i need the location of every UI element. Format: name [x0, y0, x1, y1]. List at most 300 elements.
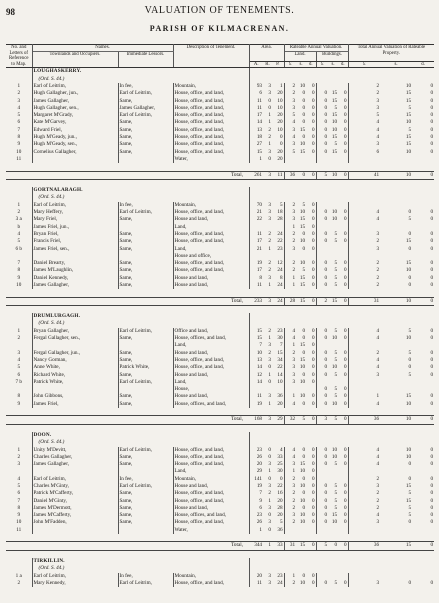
value-tl: 2	[376, 260, 380, 267]
value-ll: 3	[292, 104, 296, 111]
value-r: 1	[268, 141, 271, 148]
value-p: 0	[272, 134, 284, 141]
value-ld	[306, 156, 316, 163]
empty-cell	[412, 565, 434, 572]
tenement-row	[6, 119, 434, 126]
empty-cell	[316, 558, 328, 565]
value-ll	[284, 386, 296, 393]
occupier-name: Charles Gallagher,	[32, 454, 118, 461]
value-td: 0	[430, 446, 434, 453]
tenement-description: House, office, and land,	[173, 498, 249, 505]
total-td: 0	[412, 171, 434, 179]
valuation-table	[6, 44, 434, 587]
value-ld: 0	[306, 393, 316, 400]
value-tl: 2	[376, 82, 380, 89]
value-bd: 0	[338, 112, 348, 119]
value-td: 0	[430, 126, 434, 133]
value-ts: 0	[408, 364, 412, 371]
value-r: 3	[268, 356, 271, 363]
unit-roods: R.	[263, 61, 272, 68]
value-bs	[328, 527, 338, 534]
value-bs	[328, 83, 338, 90]
value-r: 3	[268, 209, 271, 216]
value-p: 20	[272, 156, 284, 163]
value-bd	[338, 573, 348, 580]
map-reference: 1	[6, 328, 32, 335]
value-ls: 0	[302, 490, 306, 497]
tenement-description: House, office, and land,	[173, 119, 249, 126]
value-ld: 0	[306, 149, 316, 156]
value-bd	[338, 476, 348, 483]
empty-cell	[380, 68, 412, 76]
value-bs: 5	[334, 461, 338, 468]
occupier-name	[32, 468, 118, 475]
value-ld: 0	[306, 519, 316, 526]
value-a: 17	[256, 267, 262, 274]
value-r: 3	[268, 579, 271, 586]
tenement-row	[6, 364, 434, 371]
value-tl: 2	[376, 267, 380, 274]
value-a: 19	[256, 400, 262, 407]
value-bl: 0	[324, 327, 328, 334]
value-ld: 0	[306, 216, 316, 223]
occupier-name: Mary Friel,	[32, 216, 118, 223]
value-ll: 2	[292, 349, 296, 356]
immediate-lessor: Patrick White,	[118, 364, 173, 371]
ordnance-sheet: (Ord. S. 44.)	[38, 194, 65, 201]
empty-cell	[316, 439, 328, 446]
value-tl: 3	[376, 579, 380, 586]
value-a: 11	[257, 579, 262, 586]
tenement-description: House,	[173, 386, 249, 393]
value-ts: 15	[405, 141, 412, 148]
tenement-row	[6, 519, 434, 526]
empty-cell	[296, 313, 306, 320]
value-a: 17	[256, 238, 262, 245]
empty-cell	[263, 194, 272, 201]
value-ts	[380, 342, 412, 349]
tenement-description: House and land,	[173, 275, 249, 282]
ordnance-sheet-row	[6, 76, 434, 83]
value-bl: 0	[324, 335, 328, 342]
tenement-description: Mountain,	[173, 202, 249, 209]
value-bd: 0	[338, 386, 348, 393]
value-bs: 15	[331, 512, 338, 519]
value-bs: 5	[334, 504, 338, 511]
empty-cell	[284, 320, 296, 327]
empty-cell	[348, 76, 380, 83]
value-bl: 0	[324, 281, 328, 288]
value-tl	[348, 342, 380, 349]
value-r: 2	[268, 238, 271, 245]
immediate-lessor	[118, 342, 173, 349]
value-td: 0	[430, 490, 434, 497]
total-bs: 15	[328, 297, 338, 305]
empty-cell	[328, 439, 338, 446]
value-bd: 0	[338, 372, 348, 379]
value-bd: 0	[338, 260, 348, 267]
value-p	[272, 224, 284, 231]
value-r: 3	[268, 342, 271, 349]
value-ll: 4	[292, 400, 296, 407]
value-r: 3	[268, 461, 271, 468]
value-ld: 0	[306, 447, 316, 454]
value-bd: 0	[338, 119, 348, 126]
value-p: 23	[272, 573, 284, 580]
value-a: 13	[256, 126, 262, 133]
tenement-description: House, office, and land,	[173, 134, 249, 141]
occupier-name: John M'Fadden,	[32, 519, 118, 526]
empty-cell	[338, 68, 348, 76]
total-ll: 36	[284, 171, 296, 179]
tenement-description: House and land,	[173, 483, 249, 490]
value-td: 0	[430, 274, 434, 281]
empty-cell	[328, 558, 338, 565]
total-bd: 0	[338, 171, 348, 179]
tenement-description: House, offices, and land,	[173, 335, 249, 342]
value-bl: 0	[324, 497, 328, 504]
value-a: 11	[257, 281, 262, 288]
empty-cell	[249, 565, 263, 572]
value-r: 3	[268, 216, 271, 223]
value-ls: 10	[299, 209, 306, 216]
value-ll: 2	[292, 504, 296, 511]
value-r: 2	[268, 134, 271, 141]
value-bs	[328, 202, 338, 209]
value-a: 29	[256, 468, 262, 475]
value-ts	[380, 468, 412, 475]
empty-cell	[306, 68, 316, 76]
value-ld: 0	[306, 580, 316, 587]
occupier-name: Cornelius Gallagher,	[32, 149, 118, 156]
value-a: 18	[256, 134, 262, 141]
value-a: 70	[256, 201, 262, 208]
empty-cell	[306, 76, 316, 83]
reference-cell	[6, 558, 32, 565]
empty-cell	[284, 313, 296, 320]
ordnance-sheet-row	[6, 194, 434, 201]
value-bd: 0	[338, 134, 348, 141]
value-ld	[306, 253, 316, 260]
value-tl: 2	[376, 90, 380, 97]
value-tl	[348, 156, 380, 163]
value-bl: 0	[324, 400, 328, 407]
empty-cell	[328, 68, 338, 76]
description-cell	[173, 313, 249, 320]
description-cell	[173, 68, 249, 76]
value-bs: 5	[334, 393, 338, 400]
value-tl: 3	[376, 245, 380, 252]
value-ls	[296, 386, 306, 393]
value-p: 18	[272, 209, 284, 216]
value-bd: 0	[338, 357, 348, 364]
value-ts: 0	[408, 245, 412, 252]
total-ll: 31	[284, 542, 296, 550]
total-tl: 36	[348, 416, 380, 424]
value-bd: 0	[338, 149, 348, 156]
value-td: 0	[430, 148, 434, 155]
value-p: 10	[272, 127, 284, 134]
spacer-cell	[6, 305, 434, 313]
value-bl: 0	[324, 209, 328, 216]
value-bl: 0	[324, 119, 328, 126]
occupier-name: James Friel, sen.,	[32, 246, 118, 253]
immediate-lessor: In fee,	[118, 573, 173, 580]
immediate-lessor	[118, 156, 173, 163]
map-reference: 9	[6, 141, 32, 148]
value-p: 28	[272, 216, 284, 223]
tenement-description: House, office, and land,	[173, 231, 249, 238]
value-p: 20	[272, 119, 284, 126]
value-p: 12	[272, 260, 284, 267]
value-r: 2	[268, 349, 271, 356]
description-cell	[173, 194, 249, 201]
empty-cell	[380, 320, 412, 327]
total-label: Total,	[6, 416, 249, 424]
total-row	[6, 171, 434, 179]
value-p: 14	[272, 372, 284, 379]
immediate-lessor: Same,	[118, 350, 173, 357]
value-r: 0	[268, 453, 271, 460]
value-bl: 0	[324, 97, 328, 104]
value-td: 0	[430, 82, 434, 89]
header-rateable: Rateable Annual Valuation.	[284, 45, 348, 52]
value-bd: 0	[338, 216, 348, 223]
immediate-lessor: Same,	[118, 216, 173, 223]
empty-cell	[412, 432, 434, 439]
spacer-row	[6, 550, 434, 558]
unit-pounds: £	[348, 61, 380, 68]
empty-cell	[412, 68, 434, 76]
reference-cell	[6, 432, 32, 439]
value-tl	[348, 468, 380, 475]
tenement-description: House and land,	[173, 216, 249, 223]
value-bd: 0	[338, 447, 348, 454]
tenement-row	[6, 90, 434, 97]
value-ld: 0	[306, 350, 316, 357]
tenement-row	[6, 401, 434, 408]
empty-cell	[380, 187, 412, 194]
tenement-description: House, office, and land,	[173, 580, 249, 587]
empty-cell	[263, 432, 272, 439]
empty-cell	[296, 558, 306, 565]
tenement-row	[6, 580, 434, 587]
value-ll	[284, 253, 296, 260]
townland-name: DRUMLURGAGH.	[33, 313, 81, 320]
value-td	[412, 527, 434, 534]
map-reference: 11	[6, 527, 32, 534]
value-bd: 0	[338, 490, 348, 497]
ordnance-sheet: (Ord. S. 44.)	[38, 75, 65, 82]
value-ls: 0	[302, 119, 306, 126]
value-bl: 0	[324, 483, 328, 489]
value-ts: 0	[408, 356, 412, 363]
value-ts	[380, 573, 412, 580]
value-ts: 15	[405, 134, 412, 141]
empty-cell	[249, 187, 263, 194]
tenement-row	[6, 149, 434, 156]
total-ll: 28	[284, 297, 296, 305]
value-ld: 0	[306, 267, 316, 274]
spacer-cell	[6, 289, 434, 297]
value-ll: 1	[292, 223, 296, 230]
map-reference: 10	[6, 149, 32, 156]
value-bl: 0	[324, 104, 328, 111]
value-bd: 0	[338, 505, 348, 512]
value-r: 2	[268, 126, 271, 133]
value-ld: 0	[306, 342, 316, 349]
value-td	[412, 253, 434, 260]
value-bd: 0	[338, 483, 348, 490]
value-ld: 0	[306, 119, 316, 126]
empty-cell	[380, 439, 412, 446]
value-bs	[328, 342, 338, 349]
immediate-lessor: Earl of Leitrim,	[118, 90, 173, 97]
map-reference	[6, 253, 32, 260]
empty-cell	[316, 76, 328, 83]
empty-cell	[338, 313, 348, 320]
value-r: 1	[268, 468, 271, 475]
value-r: 0	[268, 104, 271, 111]
empty-cell	[380, 194, 412, 201]
value-a: 23	[256, 512, 262, 519]
empty-cell	[328, 76, 338, 83]
value-ld: 0	[306, 209, 316, 216]
value-r: 0	[268, 526, 271, 533]
value-p: 24	[272, 580, 284, 587]
empty-cell	[338, 565, 348, 572]
occupier-name: Daniel M'Ginty,	[32, 498, 118, 505]
total-r: 3	[263, 297, 272, 305]
tenement-row	[6, 379, 434, 386]
value-bs: 15	[331, 112, 338, 119]
value-p: 23	[272, 246, 284, 253]
value-ts: 5	[408, 349, 412, 356]
value-ls: 10	[299, 468, 306, 475]
total-bl: 2	[316, 297, 328, 305]
value-bl: 0	[324, 112, 328, 119]
value-ld: 0	[306, 134, 316, 141]
value-bl: 0	[324, 216, 328, 223]
empty-cell	[296, 194, 306, 201]
value-bl	[316, 224, 328, 231]
value-bd: 0	[338, 90, 348, 97]
empty-cell	[328, 194, 338, 201]
value-r	[263, 386, 272, 393]
value-ls: 10	[299, 260, 306, 267]
empty-cell	[306, 313, 316, 320]
immediate-lessor: Same,	[118, 519, 173, 526]
value-bl: 0	[324, 274, 328, 281]
value-ll: 2	[292, 490, 296, 497]
value-bs: 5	[334, 104, 338, 111]
occupier-name: James M'Dermott,	[32, 505, 118, 512]
empty-cell	[380, 432, 412, 439]
value-bl: 0	[324, 453, 328, 460]
value-bl: 0	[324, 238, 328, 245]
empty-cell	[338, 187, 348, 194]
value-ll: 1	[292, 342, 296, 349]
empty-cell	[272, 439, 284, 446]
value-ll: 1	[292, 468, 296, 475]
value-r: 0	[268, 446, 271, 453]
immediate-lessor: Same,	[118, 393, 173, 400]
value-p: 20	[272, 90, 284, 97]
value-ld: 0	[306, 372, 316, 379]
value-bs: 5	[334, 349, 338, 356]
map-reference: 4	[6, 357, 32, 364]
value-a: 14	[256, 119, 262, 126]
occupier-name: James Gallagher,	[32, 282, 118, 289]
value-bl: 0	[324, 461, 328, 468]
tenement-row	[6, 282, 434, 289]
map-reference: 3	[6, 461, 32, 468]
total-ts: 10	[380, 416, 412, 424]
tenement-description: Water,	[173, 156, 249, 163]
occupier-name: Earl of Leitrim,	[32, 573, 118, 580]
value-a: 11	[257, 97, 262, 104]
value-r: 3	[268, 274, 271, 281]
value-ll: 4	[292, 446, 296, 453]
value-bs: 5	[334, 483, 338, 489]
value-ll: 3	[292, 483, 296, 489]
empty-cell	[348, 68, 380, 76]
value-p: 22	[272, 483, 284, 490]
value-td: 0	[430, 483, 434, 489]
value-ld: 0	[306, 476, 316, 483]
total-td: 0	[412, 416, 434, 424]
value-tl: 4	[376, 126, 380, 133]
empty-cell	[328, 320, 338, 327]
occupier-name: James Friel, jun.,	[32, 224, 118, 231]
value-td: 0	[430, 245, 434, 252]
value-td: 0	[430, 267, 434, 274]
value-a: 141	[254, 475, 262, 482]
description-cell	[173, 187, 249, 194]
value-ts	[380, 156, 412, 163]
description-cell	[173, 432, 249, 439]
value-tl: 5	[376, 112, 380, 119]
tenement-description: House and land,	[173, 393, 249, 400]
spacer-row	[6, 305, 434, 313]
value-bd: 0	[338, 209, 348, 216]
value-r: 0	[268, 512, 271, 519]
empty-cell	[263, 313, 272, 320]
value-r: 2	[268, 327, 271, 334]
value-bl	[316, 342, 328, 349]
value-ls: 0	[302, 504, 306, 511]
value-bd: 0	[338, 282, 348, 289]
value-td	[412, 379, 434, 386]
value-bl: 0	[324, 141, 328, 148]
value-p: 7	[272, 342, 284, 349]
value-ll: 5	[292, 148, 296, 155]
value-bs: 5	[334, 490, 338, 497]
value-r: 2	[268, 260, 271, 267]
empty-cell	[338, 558, 348, 565]
value-a: 7	[259, 342, 262, 349]
value-bd: 0	[338, 127, 348, 134]
value-bl: 0	[324, 90, 328, 97]
tenement-description: House, office, and land,	[173, 454, 249, 461]
empty-cell	[338, 76, 348, 83]
value-bs	[328, 246, 338, 253]
occupier-name	[32, 527, 118, 534]
empty-cell	[328, 313, 338, 320]
value-bd: 0	[338, 512, 348, 519]
value-ld: 0	[306, 483, 316, 490]
spacer-cell	[6, 550, 434, 558]
